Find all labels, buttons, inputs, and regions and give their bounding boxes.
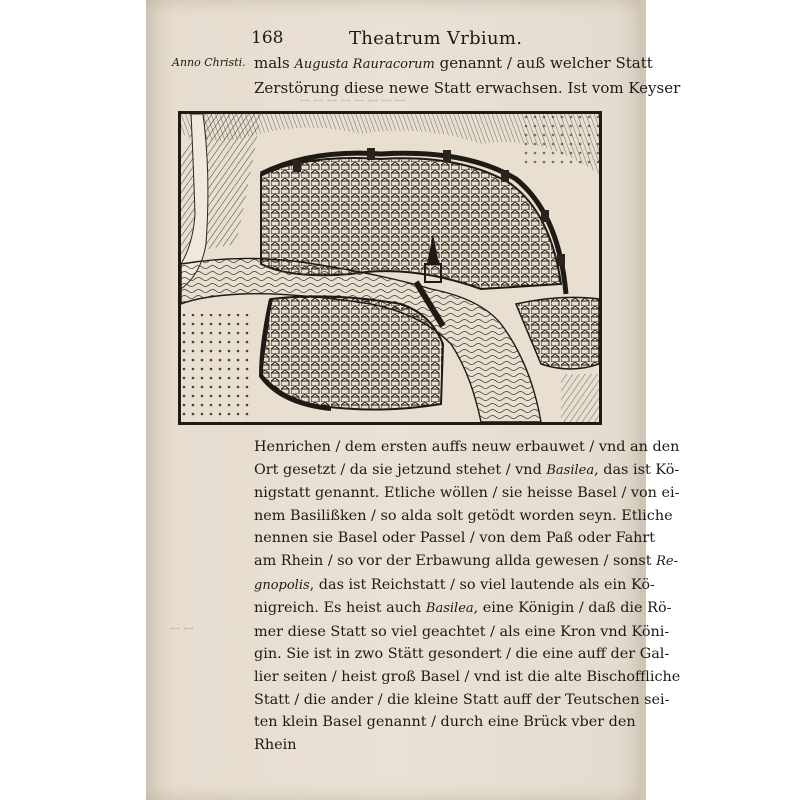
latin-term: Augusta Rauracorum (294, 57, 435, 72)
text-segment: Ort gesetzt / da sie jetzund stehet / vnd (254, 461, 547, 478)
text-line (254, 621, 670, 644)
top-text-block (254, 52, 681, 99)
text-line (254, 527, 656, 550)
text-line (254, 505, 673, 528)
text-segment: nem Basilißken / so alda solt getödt worden seyn. Etliche (254, 507, 673, 524)
text-line (254, 734, 614, 757)
running-title: Theatrum Vrbium. (349, 28, 523, 49)
latin-term: gnopolis (254, 577, 310, 593)
body-text-block (254, 436, 681, 756)
text-segment: , das ist Reichstatt / so viel lautende als ein Kö- (309, 576, 655, 593)
text-line (254, 77, 681, 100)
text-line (254, 482, 680, 505)
text-line (254, 689, 670, 712)
text-segment: am Rhein / so vor der Erbawung allda gewesen / sonst (254, 552, 657, 569)
text-segment: gin. Sie ist in zwo Stätt gesondert / die eine auff der Gal- (254, 646, 670, 663)
text-segment: Rhein (254, 736, 297, 753)
city-view-image (181, 114, 599, 422)
text-segment: Henrichen / dem ersten auffs neuw erbauwet / vnd an den (254, 439, 680, 455)
text-segment: nigreich. Es heist auch (254, 600, 426, 617)
text-segment: nennen sie Basel oder Passel / von dem Paß oder Fahrt (254, 530, 656, 547)
show-through-text: ꟷ ꟷ ꟷ ꟷ ꟷ ꟷ ꟷ ꟷ (300, 94, 405, 108)
text-line (254, 52, 653, 77)
text-segment: , das ist Kö- (594, 461, 680, 478)
page-header (251, 28, 591, 50)
text-line (254, 643, 670, 666)
text-line (254, 666, 681, 689)
text-segment: genannt / auß welcher Statt (434, 54, 653, 72)
page-number: 168 (251, 28, 284, 48)
text-segment: Statt / die ander / die kleine Statt auff der Teutschen sei- (254, 691, 670, 708)
latin-term: Re- (656, 553, 678, 569)
text-line (254, 459, 680, 483)
text-segment: mals (254, 54, 295, 72)
latin-term: Basilea (546, 462, 595, 478)
text-line (254, 550, 678, 574)
text-segment: mer diese Statt so viel geachtet / als eine Kron vnd Köni- (254, 623, 670, 640)
text-segment: nigstatt genannt. Etliche wöllen / sie heisse Basel / von ei- (254, 485, 680, 502)
text-line (254, 711, 636, 734)
woodcut-illustration (178, 111, 602, 425)
text-segment: lier seiten / heist groß Basel / vnd ist die alte Bischoffliche (254, 668, 681, 685)
text-segment: ten klein Basel genannt / durch eine Brück vber den (254, 714, 636, 731)
text-line (254, 574, 655, 598)
text-segment: Zerstörung diese newe Statt erwachsen. Ist vom Keyser (254, 78, 681, 97)
show-through-text: ꟷ ꟷ (170, 622, 194, 636)
text-segment: , eine Königin / daß die Rö- (473, 600, 672, 617)
text-line (254, 597, 672, 621)
text-line (254, 436, 680, 459)
latin-term: Basilea (425, 601, 474, 617)
margin-note: Anno Christi. (172, 56, 246, 69)
